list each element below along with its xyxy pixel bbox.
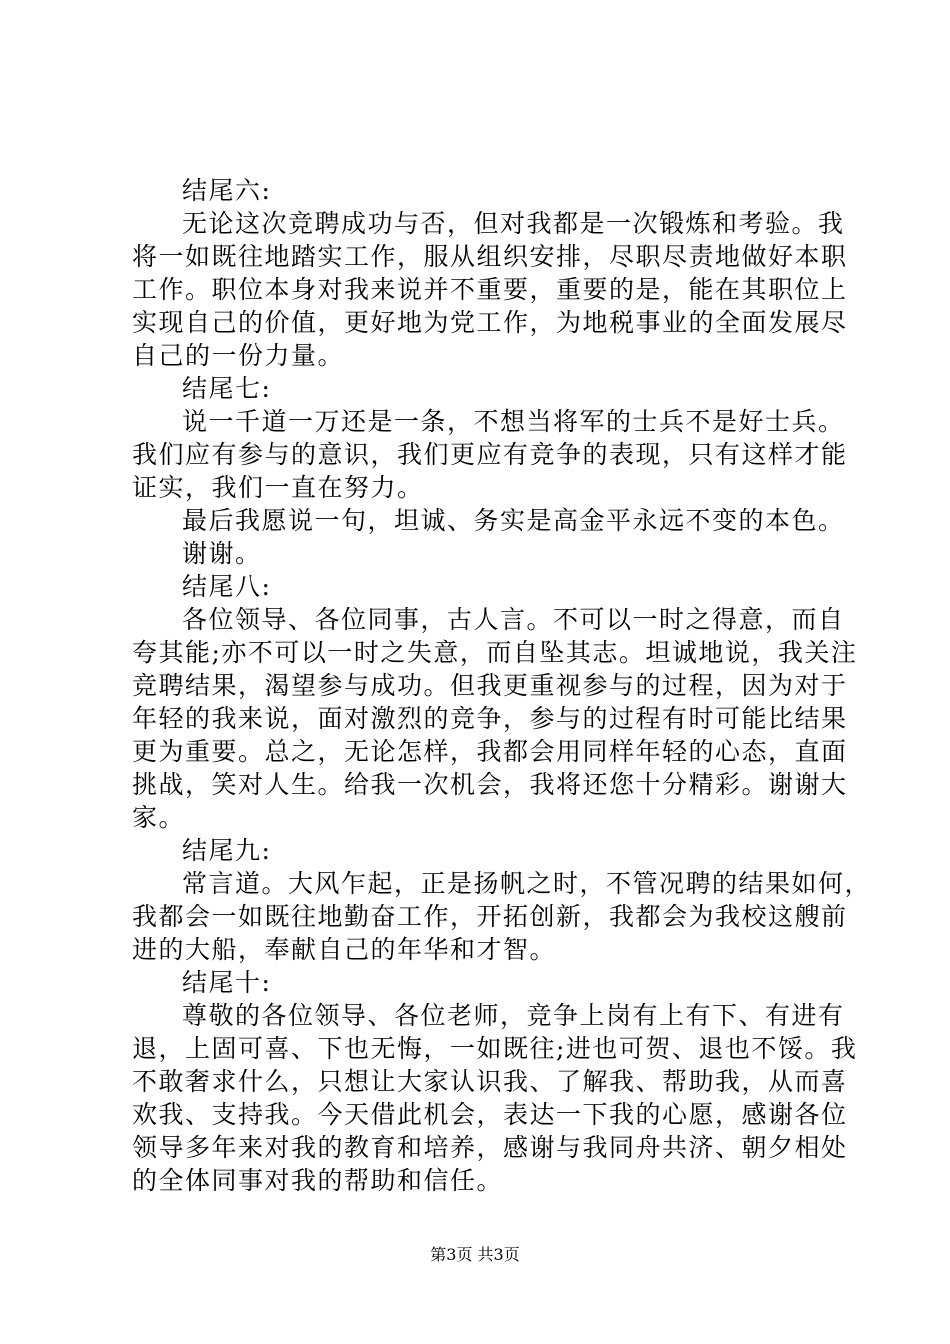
text-line: 领导多年来对我的教育和培养，感谢与我同舟共济、朝夕相处 — [132, 1133, 848, 1162]
text-line: 结尾九: — [182, 836, 272, 865]
text-line: 退，上固可喜、下也无悔，一如既往;进也可贺、退也不馁。我 — [132, 1034, 858, 1063]
text-line: 夸其能;亦不可以一时之失意，而自坠其志。坦诚地说，我关注 — [132, 638, 858, 667]
text-line: 尊敬的各位领导、各位老师，竞争上岗有上有下、有进有 — [182, 1001, 845, 1030]
text-line: 结尾八: — [182, 572, 272, 601]
text-line: 结尾七: — [182, 374, 272, 403]
text-line: 各位领导、各位同事，古人言。不可以一时之得意，而自 — [182, 605, 845, 634]
text-line: 证实，我们一直在努力。 — [132, 473, 424, 502]
text-line: 不敢奢求什么，只想让大家认识我、了解我、帮助我，从而喜 — [132, 1067, 848, 1096]
text-line: 挑战，笑对人生。给我一次机会，我将还您十分精彩。谢谢大 — [132, 770, 848, 799]
text-line: 常言道。大风乍起，正是扬帆之时，不管况聘的结果如何， — [182, 869, 872, 898]
text-line: 工作。职位本身对我来说并不重要，重要的是，能在其职位上 — [132, 275, 848, 304]
text-line: 谢谢。 — [182, 539, 262, 568]
text-line: 将一如既往地踏实工作，服从组织安排，尽职尽责地做好本职 — [132, 242, 848, 271]
text-line: 年轻的我来说，面对激烈的竞争，参与的过程有时可能比结果 — [132, 704, 848, 733]
text-line: 最后我愿说一句，坦诚、务实是高金平永远不变的本色。 — [182, 506, 845, 535]
text-line: 自己的一份力量。 — [132, 341, 345, 370]
text-line: 家。 — [132, 803, 186, 832]
text-line: 结尾十: — [182, 968, 272, 997]
text-line: 更为重要。总之，无论怎样，我都会用同样年轻的心态，直面 — [132, 737, 848, 766]
text-line: 说一千道一万还是一条，不想当将军的士兵不是好士兵。 — [182, 407, 845, 436]
text-line: 的全体同事对我的帮助和信任。 — [132, 1166, 504, 1195]
text-line: 我们应有参与的意识，我们更应有竞争的表现，只有这样才能 — [132, 440, 848, 469]
document-body — [132, 174, 872, 1197]
text-line: 结尾六: — [182, 176, 272, 205]
text-line: 进的大船，奉献自己的年华和才智。 — [132, 935, 557, 964]
text-line: 实现自己的价值，更好地为党工作，为地税事业的全面发展尽 — [132, 308, 848, 337]
text-line: 无论这次竞聘成功与否，但对我都是一次锻炼和考验。我 — [182, 209, 845, 238]
text-line: 我都会一如既往地勤奋工作，开拓创新，我都会为我校这艘前 — [132, 902, 848, 931]
text-line: 欢我、支持我。今天借此机会，表达一下我的心愿，感谢各位 — [132, 1100, 848, 1129]
page-footer: 第3页 共3页 — [430, 1245, 520, 1264]
text-line: 竞聘结果，渴望参与成功。但我更重视参与的过程，因为对于 — [132, 671, 848, 700]
